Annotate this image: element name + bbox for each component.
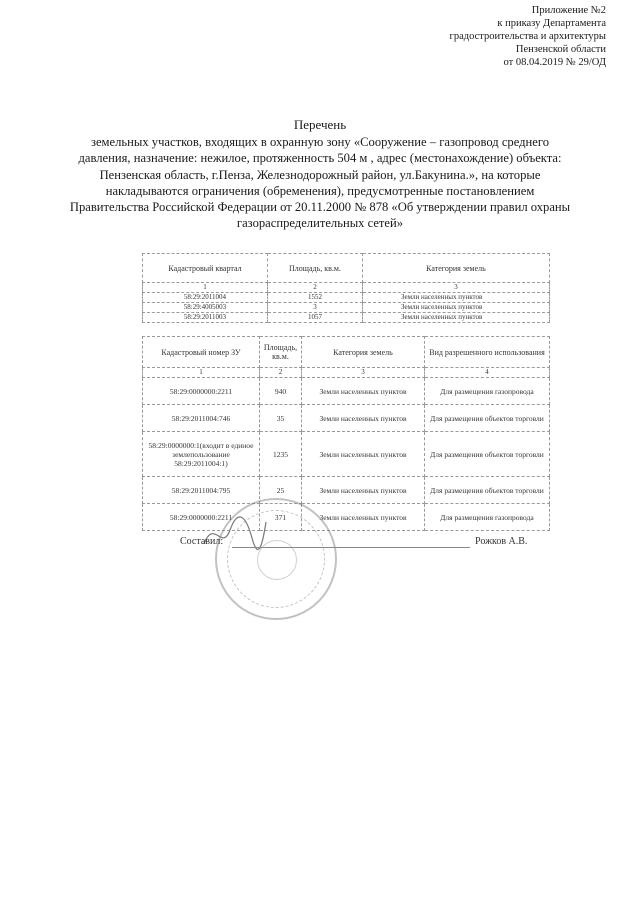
title-heading: Перечень (293, 117, 347, 132)
annex-line: Пензенской области (515, 44, 606, 55)
annex-line: к приказу Департамента (497, 18, 606, 29)
table-header-row (143, 337, 550, 368)
table-row (143, 293, 550, 303)
column-number: 3 (363, 283, 550, 293)
table-cell: 58:29:2011004 (143, 293, 268, 303)
table-cell: 58:29:0000000:1(входит в единое землепользование 58:29:2011004:1) (143, 432, 260, 477)
title-line: земельных участков, входящих в охранную зону «Сооружение – газопровод среднего (90, 135, 550, 150)
title-line: давления, назначение: нежилое, протяженность 504 м , адрес (местонахождение) объекта: (78, 151, 562, 166)
signature-line (232, 547, 470, 548)
column-header: Категория земель (302, 337, 425, 368)
annex-line: градостроительства и архитектуры (449, 31, 606, 42)
column-number: 1 (143, 283, 268, 293)
column-number: 2 (268, 283, 363, 293)
table-cell: 1552 (268, 293, 363, 303)
table-cell: 58:29:0000000:2211 (143, 504, 260, 531)
table-row (143, 313, 550, 323)
column-header: Категория земель (363, 254, 550, 283)
column-number: 2 (260, 368, 302, 378)
table-cell: Земли населенных пунктов (302, 477, 425, 504)
table-header-row (143, 254, 550, 283)
annex-header (450, 4, 606, 69)
table-cell: Земли населенных пунктов (363, 293, 550, 303)
table-cell: 58:29:2011003 (143, 313, 268, 323)
table-row (143, 477, 550, 504)
column-header: Площадь, кв.м. (268, 254, 363, 283)
table-cell: Для размещения газопровода (425, 378, 550, 405)
table-cell: 1235 (260, 432, 302, 477)
annex-line: от 08.04.2019 № 29/ОД (503, 57, 606, 68)
table-cell: Земли населенных пунктов (302, 432, 425, 477)
table-cell: Земли населенных пунктов (363, 313, 550, 323)
column-header: Кадастровый квартал (143, 254, 268, 283)
title-line: газораспределительных сетей» (236, 216, 404, 231)
annex-line: Приложение №2 (531, 5, 606, 16)
table-cell: 58:29:0000000:2211 (143, 378, 260, 405)
handwritten-signature (200, 508, 270, 558)
table-row (143, 432, 550, 477)
table-row (143, 405, 550, 432)
table-cell: 371 (260, 504, 302, 531)
table-cell: Для размещения объектов торговли (425, 477, 550, 504)
document-title (60, 117, 580, 231)
table-row (143, 378, 550, 405)
column-header: Площадь, кв.м. (260, 337, 302, 368)
column-header: Вид разрешенного использования (425, 337, 550, 368)
table-cell: Земли населенных пунктов (302, 378, 425, 405)
table-cell: Земли населенных пунктов (363, 303, 550, 313)
table-cell: Земли населенных пунктов (302, 405, 425, 432)
table-cell: 35 (260, 405, 302, 432)
signature-name: Рожков А.В. (475, 536, 528, 547)
column-number-row (143, 283, 550, 293)
title-line: Пензенская область, г.Пенза, Железнодорожный район, ул.Бакунина.», на которые (99, 167, 541, 182)
title-line: Правительства Российской Федерации от 20.11.2000 № 878 «Об утверждении правил охраны (69, 200, 571, 215)
column-header: Кадастровый номер ЗУ (143, 337, 260, 368)
signature-label: Составил: (180, 536, 224, 547)
column-number: 1 (143, 368, 260, 378)
column-number: 4 (425, 368, 550, 378)
table-cell: Земли населенных пунктов (302, 504, 425, 531)
table-cell: 940 (260, 378, 302, 405)
table-row (143, 303, 550, 313)
table-cell: Для размещения газопровода (425, 504, 550, 531)
table-cell: 3 (268, 303, 363, 313)
column-number: 3 (302, 368, 425, 378)
title-line: накладываются ограничения (обременения), предусмотренные постановлением (105, 183, 535, 198)
table-cell: 58:29:4005003 (143, 303, 268, 313)
column-number-row (143, 368, 550, 378)
table-cell: 58:29:2011004:795 (143, 477, 260, 504)
table-cell: Для размещения объектов торговли (425, 405, 550, 432)
table-cell: 1057 (268, 313, 363, 323)
table-cell: 25 (260, 477, 302, 504)
cadastral-quarters-table (142, 253, 550, 323)
table-cell: Для размещения объектов торговли (425, 432, 550, 477)
table-cell: 58:29:2011004:746 (143, 405, 260, 432)
land-plots-table (142, 336, 550, 531)
